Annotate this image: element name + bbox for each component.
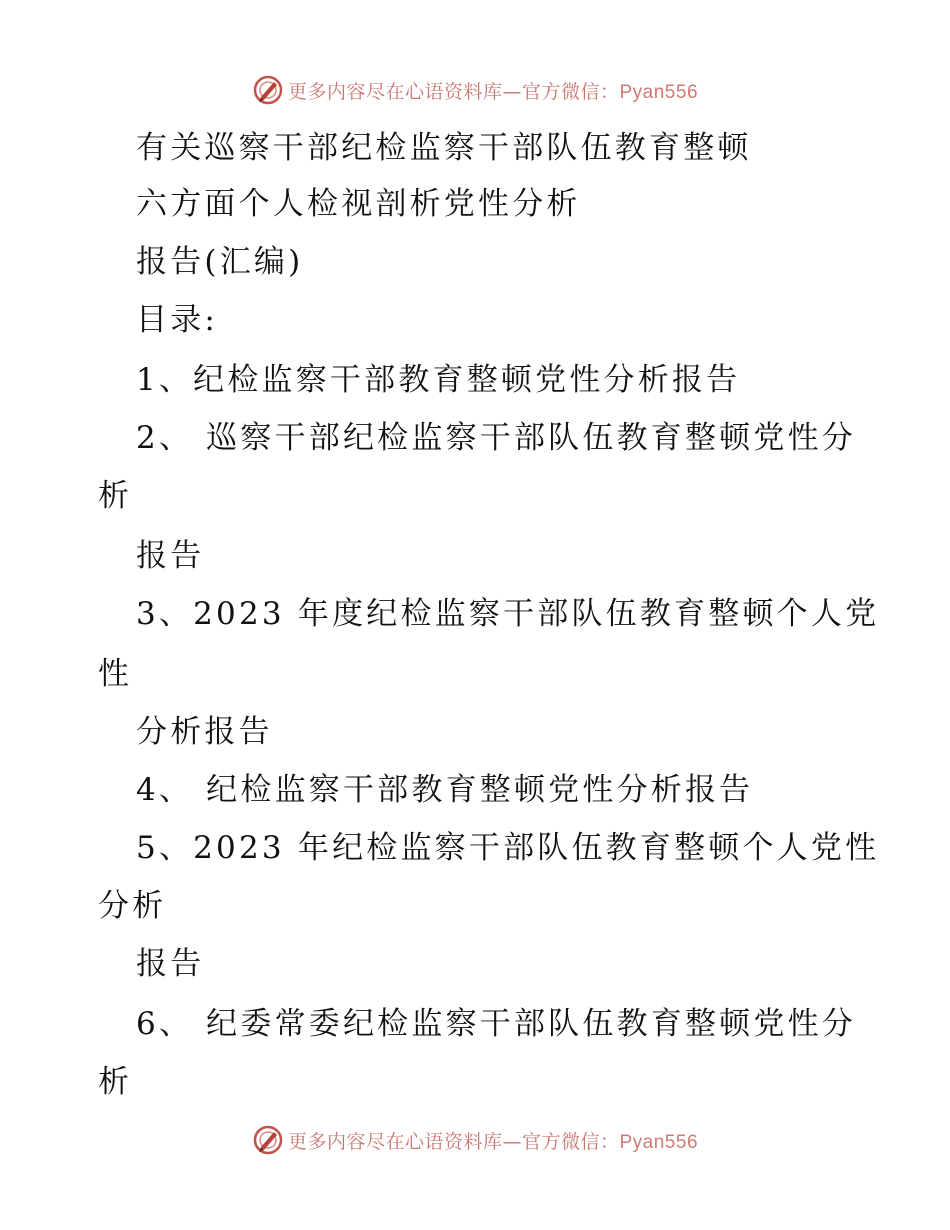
pen-circle-logo-icon xyxy=(252,1124,284,1156)
watermark-handle: Pyan556 xyxy=(619,1131,699,1153)
doc-title-line-3: 报告(汇编) xyxy=(136,244,304,280)
toc-item-2-wrap-1: 析 xyxy=(98,478,133,514)
toc-item-1: 1、纪检监察干部教育整顿党性分析报告 xyxy=(136,362,741,398)
toc-item-3-wrap-2: 分析报告 xyxy=(136,714,273,750)
toc-item-2-wrap-2: 报告 xyxy=(136,538,205,574)
toc-heading: 目录: xyxy=(136,302,219,338)
toc-item-3: 3、2023 年度纪检监察干部队伍教育整顿个人党 xyxy=(136,596,880,632)
watermark-text xyxy=(288,1127,698,1154)
doc-title-line-2: 六方面个人检视剖析党性分析 xyxy=(136,186,581,222)
watermark-handle: Pyan556 xyxy=(619,81,699,103)
header-watermark xyxy=(0,70,950,110)
watermark-label: 更多内容尽在心语资料库—官方微信： xyxy=(287,1130,620,1153)
toc-item-3-wrap-1: 性 xyxy=(98,656,133,692)
toc-item-2: 2、 巡察干部纪检监察干部队伍教育整顿党性分 xyxy=(136,420,856,456)
toc-item-6: 6、 纪委常委纪检监察干部队伍教育整顿党性分 xyxy=(136,1006,856,1042)
watermark-text xyxy=(288,77,698,104)
toc-item-5-wrap-2: 报告 xyxy=(136,946,205,982)
pen-circle-logo-icon xyxy=(252,74,284,106)
toc-item-6-wrap-1: 析 xyxy=(98,1064,133,1100)
doc-title-line-1: 有关巡察干部纪检监察干部队伍教育整顿 xyxy=(136,130,752,166)
footer-watermark xyxy=(0,1120,950,1160)
toc-item-5-wrap-1: 分析 xyxy=(98,888,167,924)
toc-item-4: 4、 纪检监察干部教育整顿党性分析报告 xyxy=(136,772,754,808)
watermark-label: 更多内容尽在心语资料库—官方微信： xyxy=(287,80,620,103)
toc-item-5: 5、2023 年纪检监察干部队伍教育整顿个人党性 xyxy=(136,830,880,866)
